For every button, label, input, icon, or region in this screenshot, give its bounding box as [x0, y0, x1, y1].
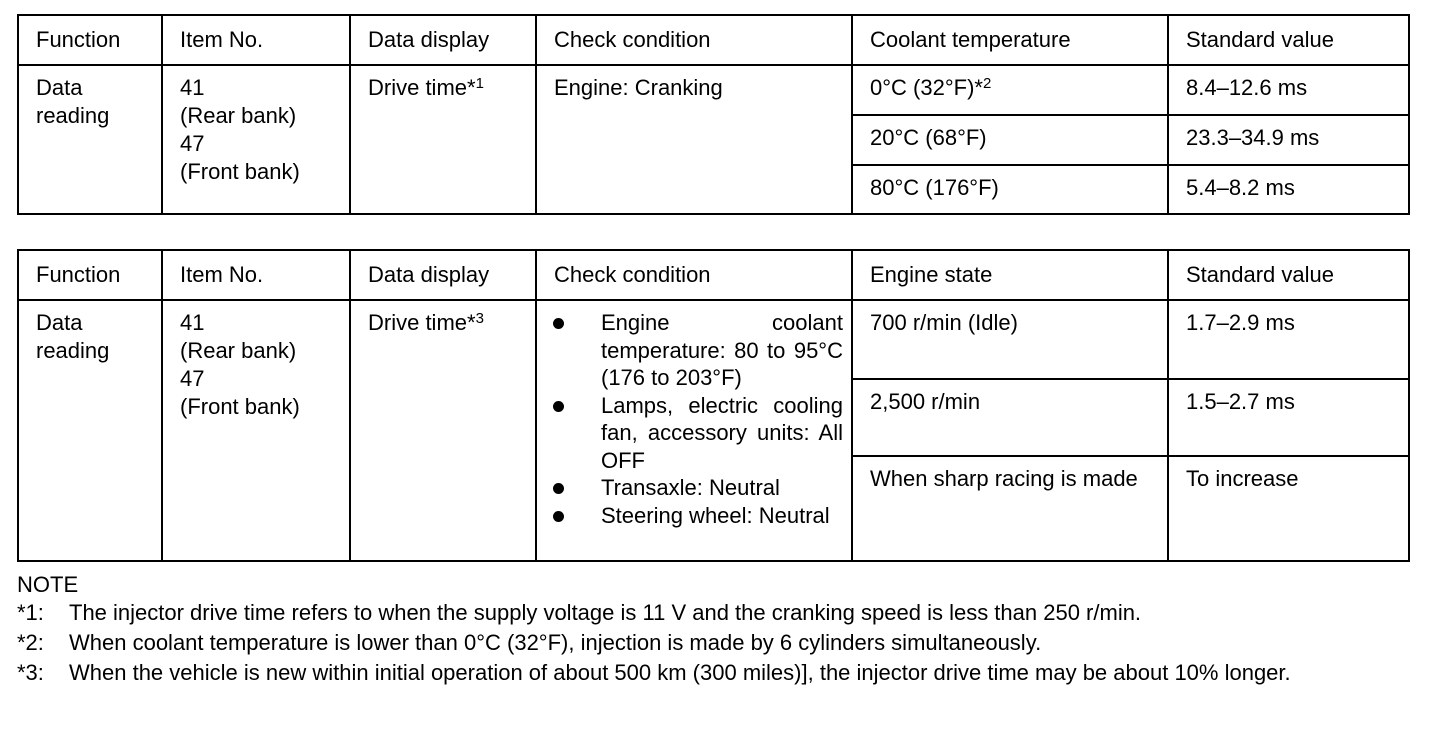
notes-title: NOTE: [17, 572, 79, 597]
data-display-text: Drive time*: [368, 75, 476, 100]
footnote-ref: 1: [475, 75, 484, 92]
check-condition-text: Transaxle: Neutral: [601, 475, 780, 500]
check-condition-cell: Engine: Cranking: [536, 65, 852, 214]
standard-value-cell: 5.4–8.2 ms: [1168, 165, 1409, 214]
data-display-cell: [350, 300, 536, 561]
note-marker: *2:: [17, 630, 44, 655]
notes-section: [17, 571, 1408, 687]
footnote-ref: 3: [475, 310, 484, 327]
check-condition-cell: [536, 300, 852, 561]
table-row: [18, 65, 1409, 115]
item-no-line: (Rear bank): [180, 103, 297, 128]
header-function: Function: [18, 250, 162, 300]
function-cell: [18, 300, 162, 561]
function-cell: [18, 65, 162, 214]
header-coolant-temperature: Coolant temperature: [852, 15, 1168, 65]
function-line: reading: [36, 338, 110, 363]
header-engine-state: Engine state: [852, 250, 1168, 300]
note-text: When coolant temperature is lower than 0°C (32°F), injection is made by 6 cylinders simultaneously.: [69, 630, 1042, 655]
check-condition-text: Engine coolant temperature: 80 to 95°C (176 to 203°F): [601, 310, 843, 390]
coolant-temperature-table: [17, 14, 1410, 215]
header-check-condition: Check condition: [536, 250, 852, 300]
standard-value-cell: 23.3–34.9 ms: [1168, 115, 1409, 165]
footnote-ref: 2: [982, 75, 992, 92]
header-function: Function: [18, 15, 162, 65]
item-no-line: (Front bank): [180, 159, 300, 184]
engine-state-table: [17, 249, 1410, 562]
check-condition-text: Steering wheel: Neutral: [601, 502, 830, 528]
list-item: [551, 309, 851, 392]
item-no-line: 47: [180, 131, 205, 156]
header-data-display: Data display: [350, 15, 536, 65]
note-text: When the vehicle is new within initial operation of about 500 km (300 miles)], the injector drive time may be about 10% longer.: [69, 660, 1291, 685]
note-marker: *3:: [17, 660, 44, 685]
engine-state-cell: When sharp racing is made: [852, 456, 1168, 561]
engine-state-cell: 700 r/min (Idle): [852, 300, 1168, 379]
data-display-cell: [350, 65, 536, 214]
function-line: Data: [36, 310, 83, 335]
header-item-no: Item No.: [162, 250, 350, 300]
coolant-temp-text: 0°C (32°F)*: [870, 75, 983, 100]
note-item: [17, 599, 1408, 627]
standard-value-cell: 1.7–2.9 ms: [1168, 300, 1409, 379]
header-standard-value: Standard value: [1168, 15, 1409, 65]
item-no-cell: [162, 65, 350, 214]
standard-value-cell: 1.5–2.7 ms: [1168, 379, 1409, 456]
bullet-icon: [553, 318, 564, 329]
note-marker: *1:: [17, 600, 44, 625]
list-item: [551, 502, 851, 530]
check-condition-text: Lamps, electric cooling fan, accessory units: All OFF: [601, 392, 843, 473]
list-item: [551, 474, 851, 502]
bullet-icon: [553, 483, 564, 494]
table-header-row: [18, 15, 1409, 65]
coolant-temp-cell: 80°C (176°F): [852, 165, 1168, 214]
header-standard-value: Standard value: [1168, 250, 1409, 300]
engine-state-cell: 2,500 r/min: [852, 379, 1168, 456]
standard-value-cell: 8.4–12.6 ms: [1168, 65, 1409, 115]
bullet-icon: [553, 401, 564, 412]
item-no-line: 41: [180, 310, 205, 335]
function-line: reading: [36, 103, 110, 128]
table-row: [18, 300, 1409, 379]
list-item: [551, 392, 851, 475]
table-header-row: [18, 250, 1409, 300]
note-item: [17, 659, 1408, 687]
standard-value-cell: To increase: [1168, 456, 1409, 561]
note-text: The injector drive time refers to when the supply voltage is 11 V and the cranking speed is less than 250 r/min.: [69, 600, 1142, 625]
header-data-display: Data display: [350, 250, 536, 300]
item-no-cell: [162, 300, 350, 561]
item-no-line: (Front bank): [180, 394, 300, 419]
item-no-line: 47: [180, 366, 205, 391]
bullet-icon: [553, 511, 564, 522]
data-display-text: Drive time*: [368, 310, 476, 335]
coolant-temp-cell: 20°C (68°F): [852, 115, 1168, 165]
note-item: [17, 629, 1408, 657]
coolant-temp-cell: [852, 65, 1168, 115]
header-item-no: Item No.: [162, 15, 350, 65]
check-condition-list: [551, 309, 851, 529]
item-no-line: (Rear bank): [180, 338, 297, 363]
item-no-line: 41: [180, 75, 205, 100]
header-check-condition: Check condition: [536, 15, 852, 65]
function-line: Data: [36, 75, 83, 100]
